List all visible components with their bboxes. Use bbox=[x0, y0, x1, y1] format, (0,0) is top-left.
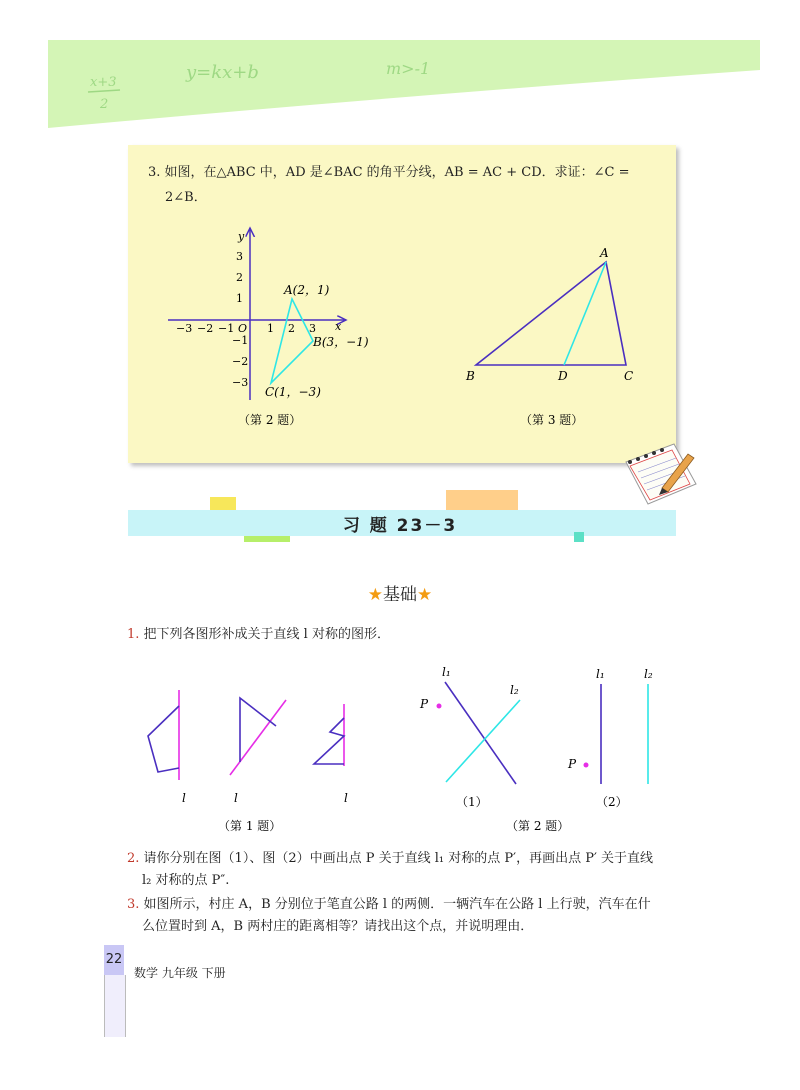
exercise-3-line-1 bbox=[148, 162, 630, 184]
fig2-1-l2: l₂ bbox=[510, 683, 519, 697]
question-2-line-2: l₂ 对称的点 P″. bbox=[142, 873, 230, 888]
xtick-m2: −2 bbox=[197, 322, 214, 335]
question-1 bbox=[127, 624, 390, 646]
ytick-3: 3 bbox=[236, 250, 243, 263]
ytick-2: 2 bbox=[236, 271, 243, 284]
fig2-2-l2: l₂ bbox=[644, 667, 653, 681]
coordinate-graph-2 bbox=[160, 222, 380, 432]
fig2-2-l1: l₁ bbox=[596, 667, 605, 681]
xtick-m3: −3 bbox=[176, 322, 193, 335]
question-2-text-1: 请你分别在图（1）、图（2）中画出点 P 关于直线 l₁ 对称的点 P′，再画出点 P′ 关于直线 bbox=[143, 851, 654, 866]
banner-formula-2: y=kx+b bbox=[186, 62, 259, 83]
question-3-line-1 bbox=[127, 894, 651, 916]
fig2-sub1: （1） bbox=[456, 795, 488, 809]
line-l-3: l bbox=[344, 791, 348, 805]
vertex-c: C bbox=[624, 369, 634, 383]
point-p-1 bbox=[437, 704, 442, 709]
question-3-number: 3. bbox=[127, 897, 140, 912]
triangle-abc-graph bbox=[271, 299, 313, 383]
question-1-text: 把下列各图形补成关于直线 l 对称的图形． bbox=[143, 627, 390, 642]
ytick-m2: −2 bbox=[232, 355, 249, 368]
figure-2-caption: （第 2 题） bbox=[506, 819, 570, 833]
x-axis-label: x bbox=[335, 320, 342, 333]
deco-teal-block bbox=[574, 532, 584, 542]
ytick-1: 1 bbox=[236, 292, 243, 305]
figure-1-caption: （第 1 题） bbox=[218, 819, 282, 833]
triangle-figure-3 bbox=[458, 244, 658, 429]
bisector-ad bbox=[564, 262, 606, 365]
line-l-1: l bbox=[182, 791, 186, 805]
line-l-2: l bbox=[234, 791, 238, 805]
xtick-1: 1 bbox=[267, 322, 274, 335]
origin-label: O bbox=[238, 322, 248, 335]
section-title: 习 题 23－3 bbox=[342, 516, 458, 536]
point-p-2 bbox=[584, 763, 589, 768]
exercise-3-number: 3. bbox=[148, 165, 161, 180]
figure-2 bbox=[410, 660, 690, 840]
ytick-m3: −3 bbox=[232, 376, 249, 389]
xtick-3: 3 bbox=[309, 322, 316, 335]
vertex-b: B bbox=[466, 369, 475, 383]
question-1-number: 1. bbox=[127, 627, 140, 642]
figure-1 bbox=[130, 680, 370, 840]
notebook-pencil-icon bbox=[618, 438, 702, 510]
star-icon-left: ★ bbox=[367, 585, 383, 605]
fig2-1-l1: l₁ bbox=[442, 665, 451, 679]
section-subtitle bbox=[340, 580, 460, 605]
point-b-label: B(3，−1) bbox=[313, 335, 369, 349]
fig2-sub2: （2） bbox=[596, 795, 628, 809]
xtick-m1: −1 bbox=[218, 322, 235, 335]
exercise-3-line-2: 2∠B． bbox=[165, 190, 207, 205]
question-2-number: 2. bbox=[127, 851, 140, 866]
banner-formula-1-den: 2 bbox=[100, 97, 109, 112]
page-number: 22 bbox=[104, 945, 124, 975]
question-3-text-1: 如图所示，村庄 A，B 分别位于笔直公路 l 的两侧．一辆汽车在公路 l 上行驶，汽车在什 bbox=[143, 897, 651, 912]
graph-3-caption: （第 3 题） bbox=[520, 413, 584, 427]
vertex-a: A bbox=[600, 246, 609, 260]
question-2-line-1 bbox=[127, 848, 653, 870]
subtitle-text: 基础 bbox=[383, 585, 417, 605]
exercise-3-text-1: 如图，在△ABC 中，AD 是∠BAC 的角平分线，AB = AC + CD．求证：∠C = bbox=[164, 165, 630, 180]
header-banner bbox=[48, 40, 760, 128]
fig2-2-p: P bbox=[568, 757, 577, 771]
deco-orange-block bbox=[446, 490, 518, 510]
point-d: D bbox=[558, 369, 568, 383]
point-c-label: C(1，−3) bbox=[265, 385, 321, 399]
xtick-2: 2 bbox=[288, 322, 295, 335]
ytick-m1: −1 bbox=[232, 334, 249, 347]
point-a-label: A(2，1) bbox=[284, 283, 330, 297]
book-title: 数学 九年级 下册 bbox=[134, 966, 226, 980]
triangle-abc bbox=[476, 262, 626, 365]
page-side-bar bbox=[104, 975, 126, 1037]
fig2-1-p: P bbox=[420, 697, 429, 711]
star-icon-right: ★ bbox=[417, 585, 433, 605]
graph-2-caption: （第 2 题） bbox=[238, 413, 302, 427]
y-axis-label: y bbox=[238, 230, 245, 243]
question-3-line-2: 么位置时到 A，B 两村庄的距离相等？请找出这个点，并说明理由． bbox=[142, 919, 534, 934]
banner-formula-3: m>-1 bbox=[386, 59, 431, 78]
banner-formula-1-num: x+3 bbox=[90, 75, 117, 90]
